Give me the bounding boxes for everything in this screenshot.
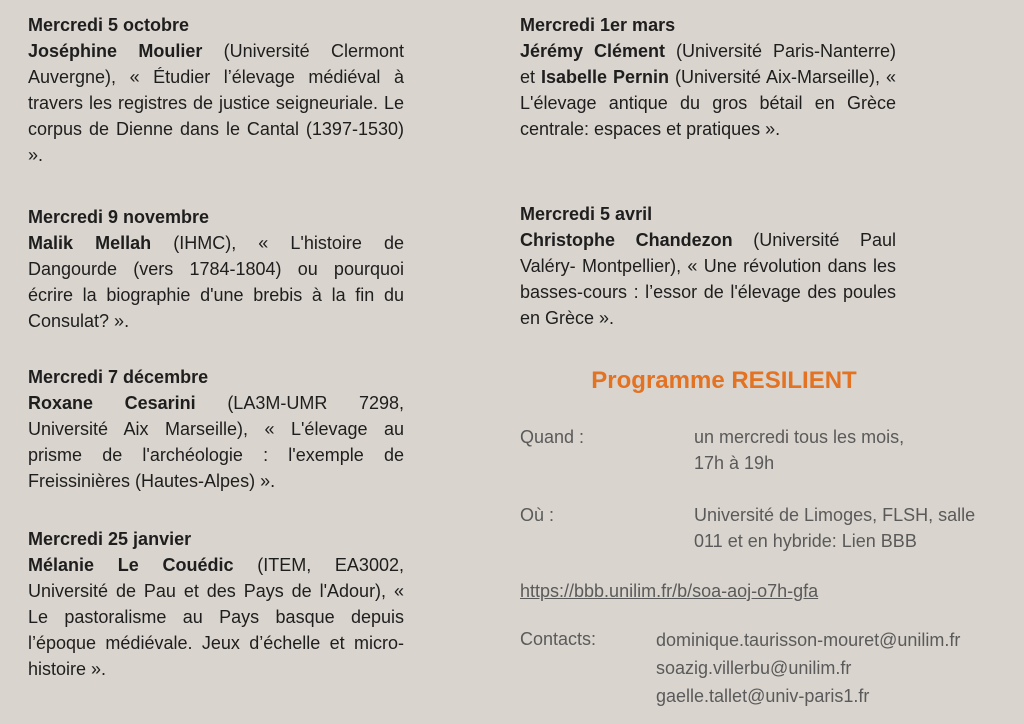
session-entry bbox=[28, 528, 404, 682]
session-date: Mercredi 1er mars bbox=[520, 15, 676, 35]
program-title: Programme RESILIENT bbox=[591, 367, 857, 394]
session-date: Mercredi 9 novembre bbox=[28, 207, 210, 227]
session-entry bbox=[28, 206, 404, 334]
session-description bbox=[28, 552, 404, 682]
where-value-line1: Université de Limoges, FLSH, salle bbox=[694, 505, 976, 525]
session-text: (Université Aix-Marseille), « L'élevage antique du gros bétail en Grèce centrale: espaces et pratiques ». bbox=[520, 67, 896, 139]
speaker-name: Joséphine Moulier bbox=[28, 41, 203, 61]
session-date: Mercredi 5 avril bbox=[520, 204, 653, 224]
when-value-line2: 17h à 19h bbox=[694, 453, 775, 473]
speaker-name: Malik Mellah bbox=[28, 233, 152, 253]
session-text: (ITEM, EA3002, Université de Pau et des Pays de l'Adour), « Le pastoralisme au Pays basque depuis l’époque médiévale. Jeux d’échelle et micro-histoire ». bbox=[28, 555, 404, 679]
bbb-link[interactable]: https://bbb.unilim.fr/b/soa-aoj-o7h-gfa bbox=[520, 581, 819, 601]
contact-email[interactable]: gaelle.tallet@univ-paris1.fr bbox=[656, 686, 870, 706]
session-text: (Université Paul Valéry- Montpellier), « Une révolution dans les basses-cours : l’essor de l'élevage des poules en Grèce ». bbox=[520, 230, 897, 328]
session-description bbox=[28, 38, 404, 168]
session-date: Mercredi 25 janvier bbox=[28, 529, 192, 549]
session-text: (Université Clermont Auvergne), « Étudier l’élevage médiéval à travers les registres de justice seigneuriale. Le corpus de Dienne dans le Cantal (1397-1530) ». bbox=[28, 41, 404, 165]
session-date: Mercredi 7 décembre bbox=[28, 367, 209, 387]
session-entry bbox=[28, 366, 404, 494]
session-description bbox=[520, 227, 896, 331]
session-description bbox=[520, 38, 896, 142]
when-value-line1: un mercredi tous les mois, bbox=[694, 427, 905, 447]
session-entry bbox=[520, 14, 896, 142]
session-date: Mercredi 5 octobre bbox=[28, 15, 190, 35]
contact-email[interactable]: dominique.taurisson-mouret@unilim.fr bbox=[656, 630, 961, 650]
when-label: Quand : bbox=[520, 427, 585, 447]
session-description bbox=[28, 390, 404, 494]
speaker-name: Christophe Chandezon bbox=[520, 230, 733, 250]
session-entry bbox=[28, 14, 404, 168]
session-text: (IHMC), « L'histoire de Dangourde (vers 1784-1804) ou pourquoi écrire la biographie d'une brebis à la fin du Consulat? ». bbox=[28, 233, 404, 331]
where-value-line2: 011 et en hybride: Lien BBB bbox=[694, 531, 917, 551]
where-label: Où : bbox=[520, 505, 555, 525]
contacts-label: Contacts: bbox=[520, 629, 597, 649]
session-text: (LA3M-UMR 7298, Université Aix Marseille), « L'élevage au prisme de l'archéologie : l'exemple de Freissinières (Hautes-Alpes) ». bbox=[28, 393, 404, 491]
session-text: (Université Paris-Nanterre) et bbox=[520, 41, 896, 87]
speaker-name: Mélanie Le Couédic bbox=[28, 555, 234, 575]
speaker-name: Jérémy Clément bbox=[520, 41, 666, 61]
session-entry bbox=[520, 203, 896, 331]
session-description bbox=[28, 230, 404, 334]
speaker-name: Isabelle Pernin bbox=[541, 67, 670, 87]
contact-email[interactable]: soazig.villerbu@unilim.fr bbox=[656, 658, 852, 678]
contacts-list bbox=[656, 626, 960, 710]
speaker-name: Roxane Cesarini bbox=[28, 393, 196, 413]
